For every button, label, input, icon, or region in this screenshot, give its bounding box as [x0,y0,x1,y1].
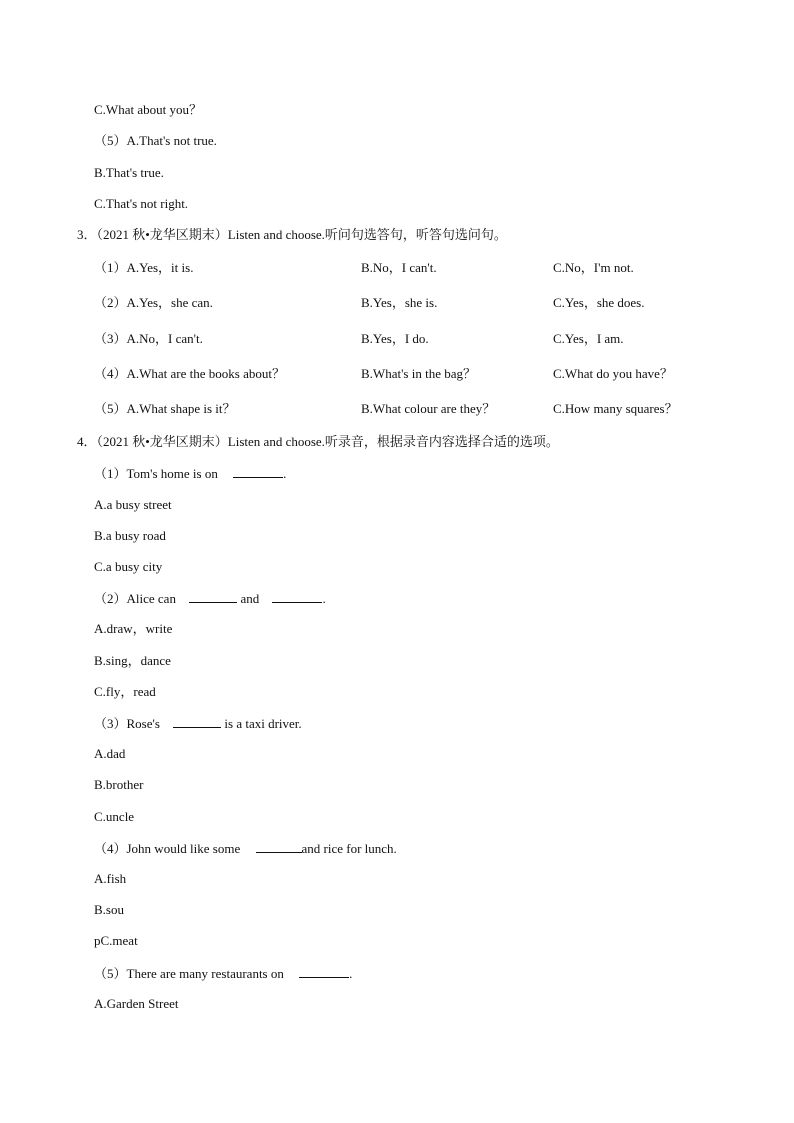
q4-sentence-3 [94,715,302,732]
sentence-text: （4）John would like some [94,841,241,856]
q4-sentence-1 [94,465,286,482]
option-text: C.uncle [94,809,135,824]
sentence-text: and [240,591,260,606]
q3-row4-col1: （4）A.What are the books about？ [94,366,285,381]
q3-row5-col1: （5）A.What shape is it？ [94,401,236,416]
option-text: C.That's not right. [94,196,189,211]
q3-row3-col1: （3）A.No，I can't. [94,331,203,346]
option-text: C.a busy city [94,559,163,574]
option-text: A.a busy street [94,497,172,512]
sentence-text: （1）Tom's home is on [94,466,218,481]
option-text: C.fly，read [94,684,156,699]
sentence-text: . [322,591,326,606]
q3-row2-col1: （2）A.Yes，she can. [94,295,213,310]
option-text: A.draw，write [94,621,173,636]
q3-row1-col1: （1）A.Yes，it is. [94,260,194,275]
q4-sentence-2 [94,590,326,607]
option-text: B.sing，dance [94,653,171,668]
answer-blank [173,715,221,728]
option-text: B.That's true. [94,165,164,180]
sentence-text: . [349,966,353,981]
question-item: （5）A.That's not true. [94,133,217,148]
sentence-text: （3）Rose's [94,716,160,731]
answer-blank [233,465,283,478]
q3-row3-col2: B.Yes，I do. [361,331,429,346]
q3-row2-col2: B.Yes，she is. [361,295,438,310]
question-4-title: 4．（2021 秋•龙华区期末）Listen and choose.听录音，根据录音内容选择合适的选项。 [77,434,559,449]
option-text: C.What about you？ [94,102,202,117]
q3-row4-col2: B.What's in the bag？ [361,366,476,381]
option-text: pC.meat [94,933,138,948]
q4-sentence-5 [94,965,352,982]
sentence-text: （2）Alice can [94,591,176,606]
sentence-text: and rice for lunch. [301,841,397,856]
sentence-text: （5）There are many restaurants on [94,966,284,981]
question-3-title: 3．（2021 秋•龙华区期末）Listen and choose.听问句选答句，听答句选问句。 [77,227,507,242]
q3-row1-col3: C.No，I'm not. [553,260,634,275]
q3-row1-col2: B.No，I can't. [361,260,437,275]
q3-row4-col3: C.What do you have？ [553,366,673,381]
option-text: A.dad [94,746,126,761]
option-text: A.Garden Street [94,996,179,1011]
answer-blank [299,965,349,978]
answer-blank [189,590,237,603]
q3-row3-col3: C.Yes，I am. [553,331,624,346]
option-text: B.a busy road [94,528,166,543]
q3-row5-col3: C.How many squares？ [553,401,678,416]
option-text: B.sou [94,902,124,917]
answer-blank [256,840,302,853]
q3-row2-col3: C.Yes，she does. [553,295,645,310]
option-text: A.fish [94,871,127,886]
q4-sentence-4 [94,840,397,857]
answer-blank [272,590,322,603]
sentence-text: is a taxi driver. [224,716,302,731]
option-text: B.brother [94,777,144,792]
sentence-text: . [283,466,287,481]
q3-row5-col2: B.What colour are they？ [361,401,496,416]
